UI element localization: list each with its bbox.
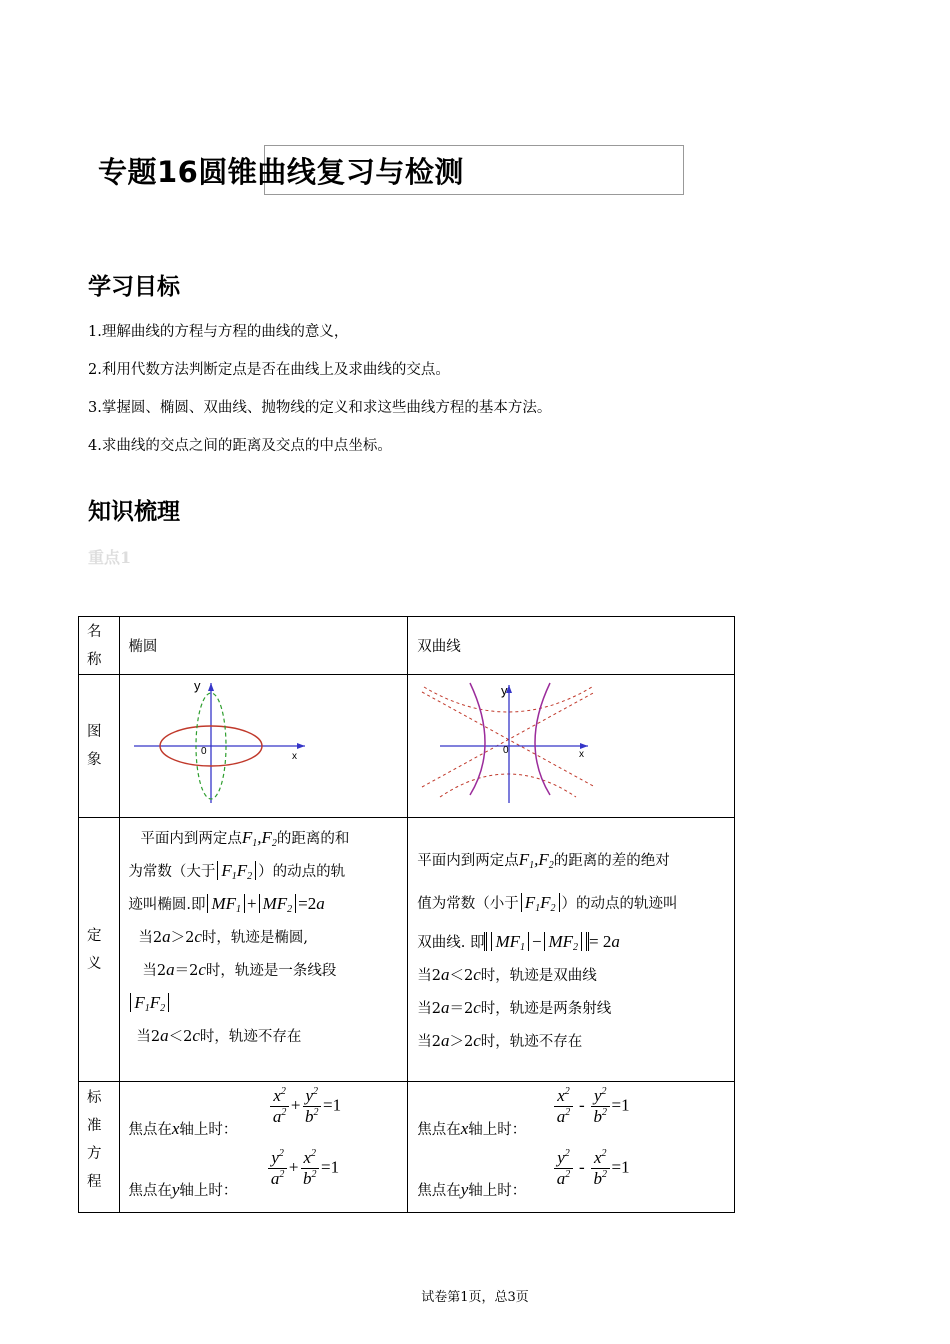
ellipse-name-cell: 椭圆: [120, 617, 408, 675]
row-label: 定 义: [79, 818, 120, 1082]
goals-heading: 学习目标: [88, 274, 180, 300]
goal-item: 1.理解曲线的方程与方程的曲线的意义，: [88, 324, 349, 340]
equation-line: 焦点在y轴上时： $\frac{y^2}{a^2}$ - $\frac{x^2}{b^2}$ =1: [417, 1148, 630, 1199]
y-axis-label: y: [194, 678, 201, 693]
origin-label: 0: [201, 746, 207, 757]
hyperbola-graph: [408, 675, 726, 813]
y-arrow-icon: [208, 683, 214, 691]
comparison-table: [78, 616, 735, 1213]
table-row: [79, 818, 735, 1082]
page-footer: 试卷第1页，总3页: [421, 1290, 529, 1305]
y-axis-label: y: [501, 683, 508, 698]
knowledge-heading: 知识梳理: [88, 499, 180, 525]
row-label: 名 称: [79, 617, 120, 675]
equation-line: 焦点在y轴上时： $\frac{y^2}{a^2}$ + $\frac{x^2}{b^2}$ =1: [128, 1148, 340, 1199]
equation-line: 焦点在x轴上时： $\frac{x^2}{a^2}$ - $\frac{y^2}{b^2}$ =1: [417, 1086, 630, 1138]
x-arrow-icon: [297, 743, 305, 749]
table-row: [79, 675, 735, 818]
x-axis-label: x: [292, 751, 298, 762]
equation-line: 焦点在x轴上时： $\frac{x^2}{a^2}$ + $\frac{y^2}{b^2}$ =1: [128, 1086, 342, 1138]
hyperbola-left-branch: [470, 683, 485, 795]
key-point-label: 重点1: [88, 548, 132, 567]
ellipse-graph-cell: [120, 675, 408, 818]
origin-label: 0: [503, 745, 509, 756]
x-axis-label: x: [579, 749, 585, 760]
goal-item: 4.求曲线的交点之间的距离及交点的中点坐标。: [88, 438, 392, 454]
hyperbola-definition-cell: 平面内到两定点$F_1,F_2$的距离的差的绝对 值为常数（小于 $F_1F_2$ ）的动点的轨迹叫 双曲线. 即 $MF_1 - MF_2 = 2a$ 当2a＜2c时，轨迹是双曲线 当2a＝2c时，轨迹是两条射线 当2a＞2c时，轨迹不存在: [408, 818, 735, 1082]
goal-item: 3.掌握圆、椭圆、双曲线、抛物线的定义和求这些曲线方程的基本方法。: [88, 400, 552, 416]
hyperbola-equation-cell: [408, 1082, 735, 1213]
goal-item: 2.利用代数方法判断定点是否在曲线上及求曲线的交点。: [88, 362, 450, 378]
row-label: 标 准 方 程: [79, 1082, 120, 1213]
table-row: [79, 617, 735, 675]
row-label: 图 象: [79, 675, 120, 818]
table-row: [79, 1082, 735, 1213]
ellipse-definition-cell: 平面内到两定点$F_1,F_2$的距离的和 为常数（大于 $F_1F_2$ ）的动点的轨 迹叫椭圆.即 $MF_1 + MF_2 =2a$ 当2a＞2c时，轨迹是椭圆, 当2a＝2c时，轨迹是一条线段 $F_1F_2$ 当2a＜2c时，轨迹不存在: [120, 818, 408, 1082]
conjugate-hyperbola-lower: [440, 774, 576, 797]
hyperbola-graph-cell: [408, 675, 735, 818]
ellipse-graph: [120, 675, 400, 813]
page-title: 专题16圆锥曲线复习与检测: [98, 155, 464, 189]
hyperbola-name-cell: 双曲线: [408, 617, 735, 675]
ellipse-equation-cell: [120, 1082, 408, 1213]
